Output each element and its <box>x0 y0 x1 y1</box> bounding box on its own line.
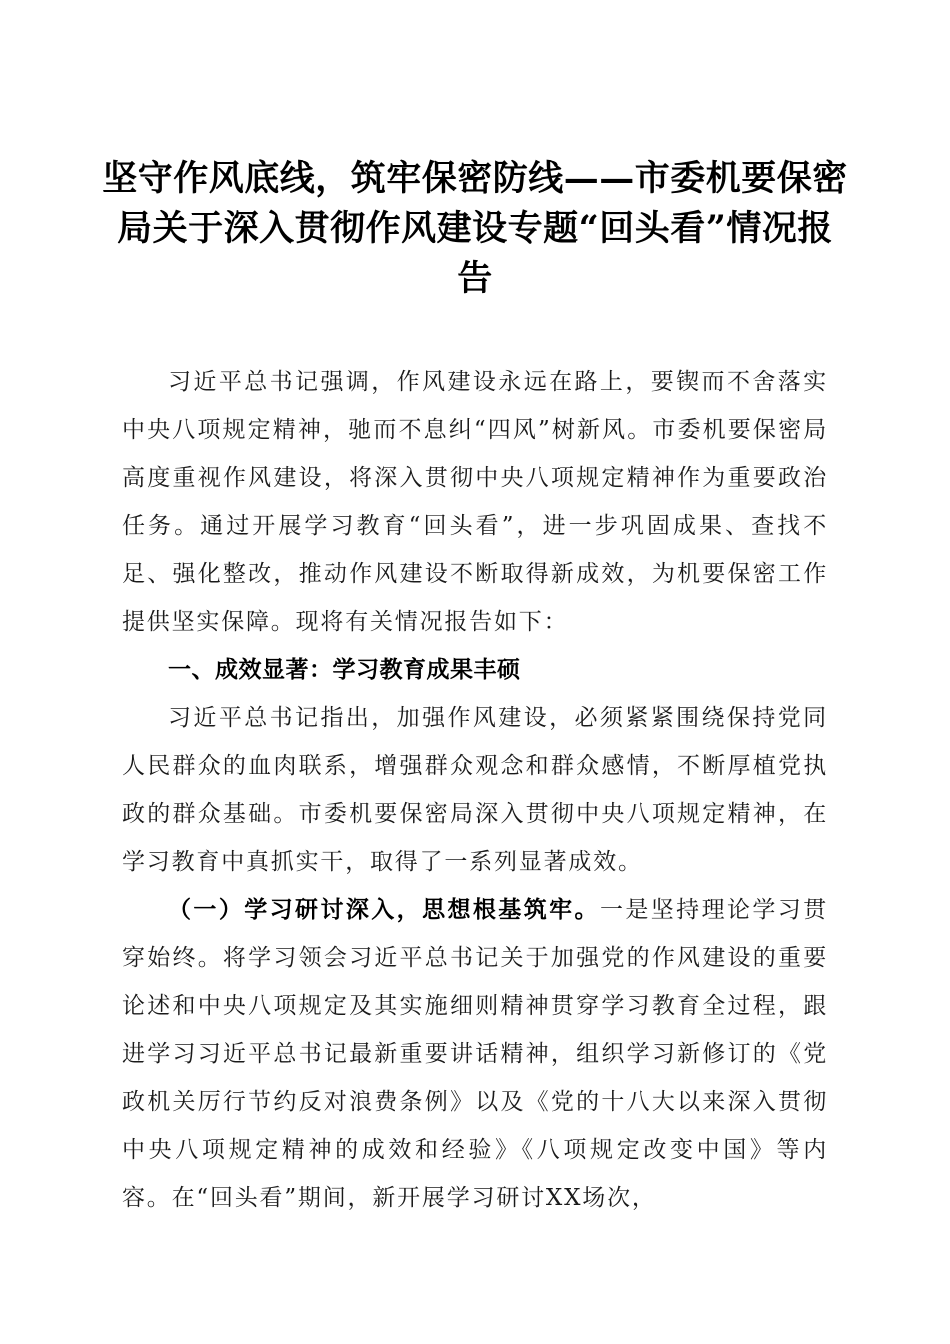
document-title: 坚守作风底线，筑牢保密防线——市委机要保密局关于深入贯彻作风建设专题“回头看”情况报告 <box>102 158 848 299</box>
intro-paragraph: 习近平总书记强调，作风建设永远在路上，要锲而不舍落实中央八项规定精神，驰而不息纠“四风”树新风。市委机要保密局高度重视作风建设，将深入贯彻中央八项规定精神作为重要政治任务。通过开展学习教育“回头看”，进一步巩固成果、查找不足、强化整改，推动作风建设不断取得新成效，为机要保密工作提供坚实保障。现将有关情况报告如下： <box>122 369 828 635</box>
subsection-text: 一是坚持理论学习贯穿始终。将学习领会习近平总书记关于加强党的作风建设的重要论述和中央八项规定及其实施细则精神贯穿学习教育全过程，跟进学习习近平总书记最新重要讲话精神，组织学习新修订的《党政机关厉行节约反对浪费条例》以及《党的十八大以来深入贯彻中央八项规定精神的成效和经验》《八项规定改变中国》等内容。在“回头看”期间，新开展学习研讨XX场次， <box>122 897 828 1211</box>
subsection-heading: （一）学习研讨深入，思想根基筑牢。 <box>168 896 600 923</box>
subsection-paragraph <box>122 886 828 1222</box>
document-body <box>122 358 828 1222</box>
section-heading: 一、成效显著：学习教育成果丰硕 <box>168 657 521 683</box>
section-paragraph: 习近平总书记指出，加强作风建设，必须紧紧围绕保持党同人民群众的血肉联系，增强群众观念和群众感情，不断厚植党执政的群众基础。市委机要保密局深入贯彻中央八项规定精神，在学习教育中真抓实干，取得了一系列显著成效。 <box>122 705 828 875</box>
